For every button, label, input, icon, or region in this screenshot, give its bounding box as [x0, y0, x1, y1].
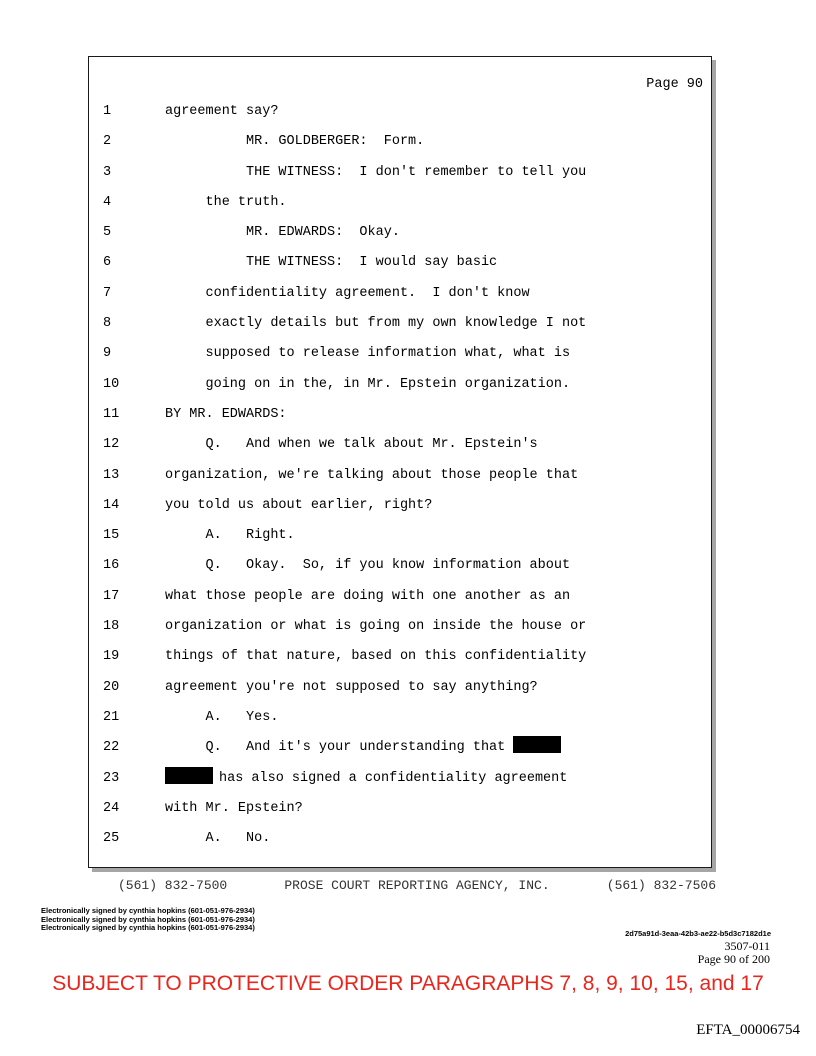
e-signatures [41, 907, 255, 933]
transcript-line [89, 400, 711, 430]
transcript-line [89, 309, 711, 339]
line-text: with Mr. Epstein? [165, 800, 303, 816]
reporter-footer [88, 878, 716, 893]
line-number: 19 [103, 649, 120, 665]
line-number: 22 [103, 740, 120, 756]
line-text: A. Yes. [165, 709, 279, 725]
line-number: 15 [103, 528, 120, 544]
transcript-line [89, 430, 711, 460]
agency-name: PROSE COURT REPORTING AGENCY, INC. [284, 878, 550, 893]
line-text: agreement you're not supposed to say anything? [165, 679, 538, 695]
line-number: 17 [103, 588, 120, 604]
line-text: MR. EDWARDS: Okay. [165, 225, 400, 241]
line-number: 23 [103, 770, 120, 786]
line-text: supposed to release information what, what is [165, 346, 571, 362]
page-of: Page 90 of 200 [697, 952, 770, 966]
transcript-line [89, 127, 711, 157]
transcript-line [89, 97, 711, 127]
line-text: what those people are doing with one another as an [165, 588, 571, 604]
line-text: A. No. [165, 831, 271, 847]
line-number: 3 [103, 164, 112, 180]
e-signature-line: Electronically signed by cynthia hopkins (601-051-976-2934) [41, 906, 255, 915]
transcript-line [89, 764, 711, 794]
line-text: agreement say? [165, 104, 279, 119]
transcript-line [89, 218, 711, 248]
protective-order-notice: SUBJECT TO PROTECTIVE ORDER PARAGRAPHS 7, 8, 9, 10, 15, and 17 [52, 972, 764, 995]
line-text: you told us about earlier, right? [165, 497, 433, 513]
line-number: 13 [103, 467, 120, 483]
line-number: 2 [103, 134, 112, 150]
line-text: has also signed a confidentiality agreement [219, 770, 568, 786]
transcript-line [89, 339, 711, 369]
line-number: 1 [103, 104, 112, 119]
line-text-with-redaction [165, 733, 561, 763]
line-text: exactly details but from my own knowledge I not [165, 316, 587, 332]
document-number: 3507-011 [724, 939, 770, 953]
line-number: 5 [103, 225, 112, 241]
line-number: 6 [103, 255, 112, 271]
transcript-page [88, 56, 712, 868]
line-text: BY MR. EDWARDS: [165, 406, 287, 422]
line-text-with-redaction [165, 764, 567, 794]
line-text: Q. And when we talk about Mr. Epstein's [165, 437, 538, 453]
transcript-line [89, 582, 711, 612]
efta-id: EFTA_00006754 [696, 1022, 800, 1038]
transcript-line [89, 370, 711, 400]
line-number: 21 [103, 709, 120, 725]
line-text: Q. And it's your understanding that [165, 740, 514, 756]
line-text: THE WITNESS: I would say basic [165, 255, 498, 271]
transcript-line [89, 703, 711, 733]
line-number: 9 [103, 346, 112, 362]
line-number: 14 [103, 497, 120, 513]
line-number: 18 [103, 619, 120, 635]
line-number: 4 [103, 194, 112, 210]
line-text: MR. GOLDBERGER: Form. [165, 134, 425, 150]
line-number: 12 [103, 437, 120, 453]
e-signature-line: Electronically signed by cynthia hopkins (601-051-976-2934) [41, 923, 255, 933]
line-number: 10 [103, 376, 120, 392]
document-hash: 2d75a91d-3eaa-42b3-ae22-b5d3c7182d1e [625, 929, 771, 938]
line-text: confidentiality agreement. I don't know [165, 285, 530, 301]
line-number: 25 [103, 831, 120, 847]
document-number-block [698, 940, 770, 966]
e-signature-line: Electronically signed by cynthia hopkins (601-051-976-2934) [41, 914, 255, 924]
line-number: 7 [103, 285, 112, 301]
line-number: 16 [103, 558, 120, 574]
redaction-block [165, 767, 213, 784]
transcript-line [89, 794, 711, 824]
line-text: organization or what is going on inside the house or [165, 619, 587, 635]
transcript-line [89, 491, 711, 521]
page-label: Page 90 [646, 77, 703, 92]
line-number: 8 [103, 316, 112, 332]
line-number: 20 [103, 679, 120, 695]
line-text: organization, we're talking about those people that [165, 467, 579, 483]
line-number: 24 [103, 800, 120, 816]
line-text: things of that nature, based on this confidentiality [165, 649, 587, 665]
transcript-line [89, 248, 711, 278]
transcript-line [89, 824, 711, 854]
transcript-line [89, 521, 711, 551]
transcript-line [89, 642, 711, 672]
transcript-lines [89, 97, 711, 854]
phone-left: (561) 832-7500 [118, 878, 228, 893]
transcript-line [89, 673, 711, 703]
transcript-line [89, 461, 711, 491]
transcript-line [89, 551, 711, 581]
transcript-line [89, 188, 711, 218]
transcript-line [89, 733, 711, 763]
line-text: THE WITNESS: I don't remember to tell you [165, 164, 587, 180]
line-text: Q. Okay. So, if you know information about [165, 558, 571, 574]
phone-right: (561) 832-7506 [606, 878, 716, 893]
line-text: A. Right. [165, 528, 295, 544]
line-text: going on in the, in Mr. Epstein organization. [165, 376, 571, 392]
transcript-line [89, 279, 711, 309]
line-number: 11 [103, 406, 120, 422]
transcript-line [89, 158, 711, 188]
transcript-line [89, 612, 711, 642]
redaction-block [513, 736, 561, 753]
line-text: the truth. [165, 194, 287, 210]
